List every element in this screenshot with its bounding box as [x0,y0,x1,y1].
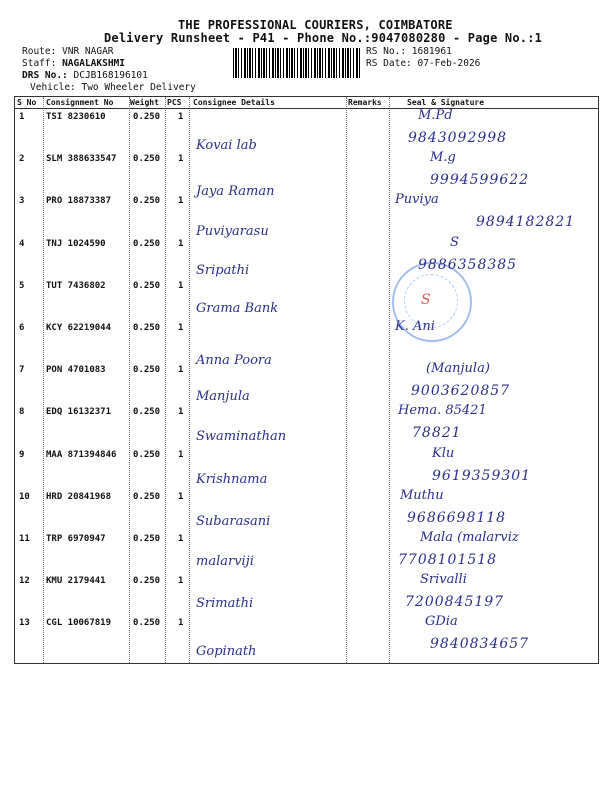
staff-name: NAGALAKSHMI [62,58,125,69]
row-signature: S [450,234,459,250]
row-pcs: 1 [178,618,184,629]
row-consignee-name: Manjula [196,389,250,405]
staff-line [22,58,125,69]
row-sno: 11 [19,534,30,544]
row-consignee-name: Kovai lab [196,138,257,153]
row-weight: 0.250 [133,618,161,629]
col-divider [165,97,166,663]
barcode [233,48,360,78]
drs-number: DCJB168196101 [73,70,148,81]
header-divider [15,108,598,109]
row-consignee-name: Sripathi [196,262,250,278]
row-pcs: 1 [178,196,184,207]
route-label: Route: VNR NAGAR [22,46,114,57]
drs-label: DRS No.: [22,70,68,81]
col-divider [189,97,190,663]
row-sno: 1 [19,112,25,122]
row-phone: 9619359301 [432,467,532,484]
row-sno: 8 [19,407,25,418]
row-consignee-name: Gopinath [196,644,257,660]
row-signature: M.g [430,150,456,166]
stamp-mark: S [421,292,431,308]
row-consignee-name: Grama Bank [196,300,279,316]
row-sno: 4 [19,238,25,249]
row-consignee-name: Anna Poora [196,353,272,368]
row-consignee-name: Krishnama [196,471,268,487]
row-phone: 9840834657 [430,636,530,653]
row-pcs: 1 [178,112,184,122]
col-header-seal: Seal & Signature [407,98,485,107]
row-pcs: 1 [178,407,184,418]
col-header-remarks: Remarks [348,98,382,107]
staff-label: Staff: [22,58,57,69]
row-signature: Klu [432,445,455,461]
row-consignment-no: PON 4701083 [46,365,106,376]
row-signature: Mala (malarviz [420,530,519,545]
row-consignment-no: TUT 7436802 [46,280,106,291]
row-phone: 9843092998 [408,130,508,146]
row-consignment-no: TNJ 1024590 [46,238,106,249]
row-sno: 3 [19,196,25,207]
row-signature: (Manjula) [426,361,490,377]
row-consignee-name: Srimathi [196,596,254,612]
drs-line [22,70,148,81]
row-weight: 0.250 [133,112,161,122]
row-consignment-no: EDQ 16132371 [46,407,112,418]
row-weight: 0.250 [133,576,161,587]
row-signature: Srivalli [420,572,467,588]
col-header-consignee: Consignee Details [193,98,275,107]
row-weight: 0.250 [133,323,161,333]
col-header-pcs: PCS [167,98,182,107]
row-weight: 0.250 [133,238,161,249]
row-sno: 5 [19,280,25,291]
row-consignee-name: Jaya Raman [196,184,275,200]
row-signature: Hema. 85421 [398,403,487,419]
col-header-consignment: Consignment No [46,98,114,107]
row-consignee-name: Subarasani [196,513,271,529]
row-phone: 9003620857 [411,383,511,400]
row-phone: 9886358385 [418,256,518,273]
row-consignment-no: TRP 6970947 [46,534,106,544]
row-phone: 9894182821 [476,214,576,231]
row-signature: Puviya [395,192,439,208]
row-pcs: 1 [178,491,184,502]
row-phone: 9686698118 [407,509,507,526]
row-consignment-no: SLM 388633547 [46,154,117,165]
row-signature: M.Pd [418,108,453,123]
runsheet-title: Delivery Runsheet - P41 - Phone No.:9047080280 - Page No.:1 [104,31,543,45]
col-divider [43,97,44,663]
row-pcs: 1 [178,238,184,249]
col-divider [346,97,347,663]
row-consignment-no: KCY 62219044 [46,323,112,333]
row-consignment-no: PRO 18873387 [46,196,112,207]
row-pcs: 1 [178,280,184,291]
row-sno: 2 [19,154,25,165]
row-consignment-no: MAA 871394846 [46,449,117,460]
row-sno: 7 [19,365,25,376]
col-divider [129,97,130,663]
row-pcs: 1 [178,534,184,544]
col-header-sno: S No [17,98,37,107]
row-phone: 7200845197 [405,594,505,611]
rs-number: RS No.: 1681961 [366,46,452,57]
row-sno: 9 [19,449,25,460]
row-signature: K. Ani [395,319,435,334]
row-consignee-name: Swaminathan [196,429,287,445]
rs-date: RS Date: 07-Feb-2026 [366,58,481,69]
row-weight: 0.250 [133,407,161,418]
row-consignment-no: KMU 2179441 [46,576,106,587]
row-consignee-name: malarviji [196,554,254,569]
row-pcs: 1 [178,576,184,587]
col-header-weight: Weight [130,98,159,107]
row-consignment-no: TSI 8230610 [46,112,106,122]
row-sno: 12 [19,576,30,587]
row-pcs: 1 [178,154,184,165]
row-pcs: 1 [178,449,184,460]
row-weight: 0.250 [133,534,161,544]
row-signature: GDia [425,614,458,630]
row-weight: 0.250 [133,280,161,291]
row-weight: 0.250 [133,154,161,165]
col-divider [389,97,390,663]
row-weight: 0.250 [133,196,161,207]
row-pcs: 1 [178,365,184,376]
vehicle-label: Vehicle: Two Wheeler Delivery [30,82,196,93]
row-weight: 0.250 [133,491,161,502]
row-consignment-no: CGL 10067819 [46,618,112,629]
row-sno: 13 [19,618,30,629]
row-sno: 6 [19,323,25,333]
row-consignee-name: Puviyarasu [196,224,269,240]
row-consignment-no: HRD 20841968 [46,491,112,502]
row-phone: 78821 [412,425,462,442]
row-signature: Muthu [400,487,444,503]
row-weight: 0.250 [133,365,161,376]
row-phone: 9994599622 [430,172,530,189]
row-weight: 0.250 [133,449,161,460]
company-title: THE PROFESSIONAL COURIERS, COIMBATORE [178,18,453,32]
row-phone: 7708101518 [398,552,498,568]
row-sno: 10 [19,491,30,502]
row-pcs: 1 [178,323,184,333]
